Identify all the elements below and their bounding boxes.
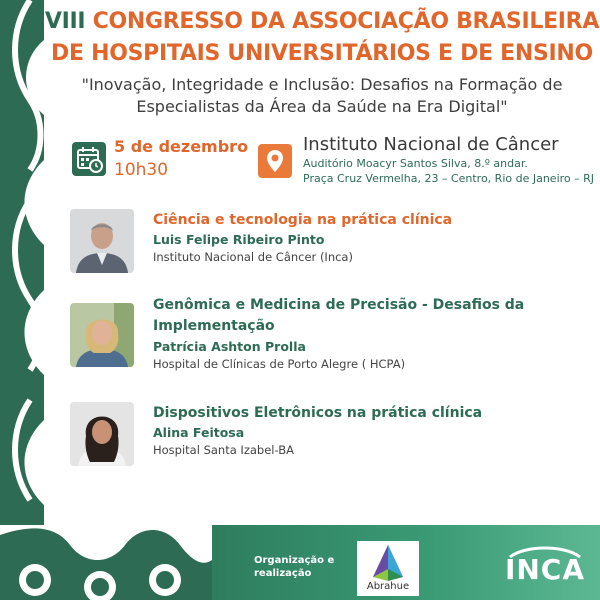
talk-title-line2: Implementação xyxy=(153,318,275,334)
organization-label-line1: Organização e xyxy=(254,555,335,566)
abrahue-logo-text: Abrahue xyxy=(366,581,410,592)
edition-roman: VIII xyxy=(44,9,86,34)
talk-title: Ciência e tecnologia na prática clínica xyxy=(153,212,453,228)
left-wave-decoration xyxy=(0,0,44,600)
talk-title xyxy=(153,295,573,337)
abrahue-logo xyxy=(357,541,419,596)
footer-wave-decoration xyxy=(0,525,212,600)
inca-logo xyxy=(500,543,590,593)
theme-line2: Especialistas da Área da Saúde na Era Digital" xyxy=(136,97,508,116)
venue-name: Instituto Nacional de Câncer xyxy=(303,134,559,155)
congress-theme xyxy=(44,74,600,118)
venue-address-line2: Praça Cruz Vermelha, 23 – Centro, Rio de Janeiro – RJ xyxy=(303,172,595,185)
congress-title-line1 xyxy=(44,8,600,36)
organization-label-line2: realização xyxy=(254,568,312,579)
theme-line1: "Inovação, Integridade e Inclusão: Desafios na Formação de xyxy=(81,75,563,94)
speaker-institution: Hospital Santa Izabel-BA xyxy=(153,443,294,457)
congress-title-line2: DE HOSPITAIS UNIVERSITÁRIOS E DE ENSINO xyxy=(51,41,593,66)
speaker-photo xyxy=(70,303,134,367)
location-pin-icon xyxy=(258,144,292,178)
title-line1-text: CONGRESSO DA ASSOCIAÇÃO BRASILEIRA xyxy=(92,9,600,34)
speaker-institution: Instituto Nacional de Câncer (Inca) xyxy=(153,250,353,264)
event-date: 5 de dezembro xyxy=(114,137,249,156)
speaker-name: Alina Feitosa xyxy=(153,425,245,440)
event-time: 10h30 xyxy=(114,160,169,180)
speaker-photo xyxy=(70,209,134,273)
organization-label xyxy=(254,554,344,580)
speaker-institution: Hospital de Clínicas de Porto Alegre ( HCPA) xyxy=(153,357,406,371)
speaker-name: Patrícia Ashton Prolla xyxy=(153,339,306,354)
talk-title-line1: Genômica e Medicina de Precisão - Desafios da xyxy=(153,297,525,313)
talk-title: Dispositivos Eletrônicos na prática clínica xyxy=(153,405,483,421)
inca-logo-text: INCA xyxy=(504,553,586,586)
calendar-icon xyxy=(72,142,106,176)
speaker-photo xyxy=(70,402,134,466)
speaker-name: Luis Felipe Ribeiro Pinto xyxy=(153,232,325,247)
venue-address-line1: Auditório Moacyr Santos Silva, 8.º andar. xyxy=(303,157,528,170)
